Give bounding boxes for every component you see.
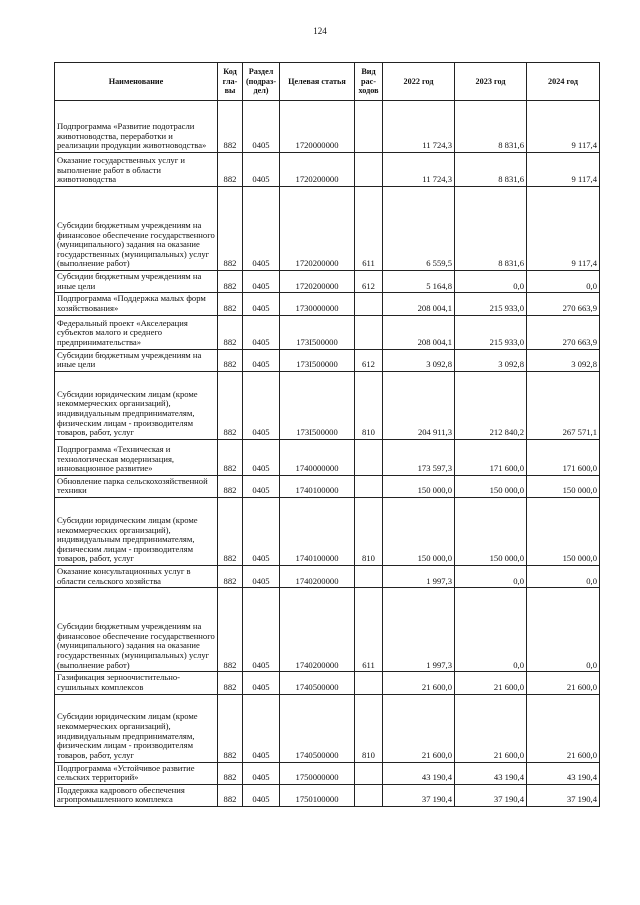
cell-name: Подпрограмма «Устойчивое развитие сельских территорий» [55,762,218,784]
cell-name: Подпрограмма «Развитие подотрасли животноводства, переработки и реализации продукции животноводства» [55,101,218,153]
cell-target: 1740200000 [280,566,355,588]
cell-kind: 612 [355,271,383,293]
cell-2024: 21 600,0 [527,694,600,762]
cell-kind: 810 [355,694,383,762]
cell-target: 1740100000 [280,475,355,497]
cell-2022: 204 911,3 [383,371,455,439]
cell-2023: 8 831,6 [455,101,527,153]
budget-table [54,62,600,807]
cell-2022: 5 164,8 [383,271,455,293]
table-row [55,694,600,762]
table-row [55,349,600,371]
cell-target: 1750000000 [280,762,355,784]
cell-name: Субсидии юридическим лицам (кроме некоммерческих организаций), индивидуальным предпринимателям, физическим лицам - производителям товаров, работ, услуг [55,498,218,566]
table-row [55,672,600,694]
cell-name: Оказание консультационных услуг в области сельского хозяйства [55,566,218,588]
table-row [55,784,600,806]
cell-section: 0405 [243,762,280,784]
cell-2022: 208 004,1 [383,293,455,315]
cell-kind [355,672,383,694]
cell-name: Подпрограмма «Техническая и технологическая модернизация, инновационное развитие» [55,439,218,475]
table-row [55,153,600,187]
cell-target: 1720200000 [280,187,355,271]
cell-target: 173I500000 [280,349,355,371]
cell-code: 882 [218,293,243,315]
cell-kind: 810 [355,371,383,439]
cell-name: Субсидии бюджетным учреждениям на иные цели [55,349,218,371]
cell-target: 1720200000 [280,271,355,293]
table-row [55,762,600,784]
cell-section: 0405 [243,784,280,806]
cell-name: Субсидии бюджетным учреждениям на финансовое обеспечение государственного (муниципального) задания на оказание государственных (муниципальных) услуг (выполнение работ) [55,588,218,672]
table-header-row [55,63,600,101]
table-row [55,566,600,588]
cell-target: 1750100000 [280,784,355,806]
cell-kind [355,762,383,784]
cell-2024: 0,0 [527,271,600,293]
table-row [55,101,600,153]
cell-2024: 9 117,4 [527,101,600,153]
cell-2024: 21 600,0 [527,672,600,694]
cell-2023: 150 000,0 [455,475,527,497]
cell-2022: 1 997,3 [383,588,455,672]
cell-2023: 0,0 [455,566,527,588]
table-row [55,271,600,293]
cell-name: Субсидии юридическим лицам (кроме некоммерческих организаций), индивидуальным предпринимателям, физическим лицам - производителям товаров, работ, услуг [55,694,218,762]
cell-2023: 215 933,0 [455,315,527,349]
cell-section: 0405 [243,498,280,566]
cell-section: 0405 [243,271,280,293]
cell-2024: 171 600,0 [527,439,600,475]
cell-2022: 150 000,0 [383,475,455,497]
cell-name: Поддержка кадрового обеспечения агропромышленного комплекса [55,784,218,806]
header-name: Наименование [55,63,218,101]
cell-code: 882 [218,694,243,762]
header-section: Раздел (подраз- дел) [243,63,280,101]
cell-code: 882 [218,153,243,187]
cell-2024: 270 663,9 [527,315,600,349]
cell-kind: 611 [355,588,383,672]
cell-kind [355,293,383,315]
cell-kind [355,315,383,349]
cell-name: Субсидии юридическим лицам (кроме некоммерческих организаций), индивидуальным предпринимателям, физическим лицам - производителям товаров, работ, услуг [55,371,218,439]
cell-code: 882 [218,187,243,271]
cell-code: 882 [218,271,243,293]
cell-code: 882 [218,784,243,806]
cell-code: 882 [218,762,243,784]
cell-target: 173I500000 [280,371,355,439]
cell-2023: 215 933,0 [455,293,527,315]
cell-kind: 611 [355,187,383,271]
cell-2023: 8 831,6 [455,187,527,271]
cell-name: Оказание государственных услуг и выполнение работ в области животноводства [55,153,218,187]
cell-2023: 0,0 [455,271,527,293]
cell-kind [355,475,383,497]
cell-target: 1720200000 [280,153,355,187]
cell-code: 882 [218,588,243,672]
cell-2023: 37 190,4 [455,784,527,806]
cell-target: 1740000000 [280,439,355,475]
cell-code: 882 [218,101,243,153]
cell-section: 0405 [243,672,280,694]
cell-section: 0405 [243,566,280,588]
cell-kind [355,101,383,153]
cell-2022: 37 190,4 [383,784,455,806]
cell-section: 0405 [243,153,280,187]
cell-2024: 3 092,8 [527,349,600,371]
table-row [55,475,600,497]
cell-2024: 0,0 [527,566,600,588]
cell-target: 1740500000 [280,694,355,762]
cell-2024: 150 000,0 [527,475,600,497]
table-body [55,101,600,807]
cell-name: Газификация зерноочистительно-сушильных комплексов [55,672,218,694]
page-number: 124 [313,26,327,36]
cell-2022: 43 190,4 [383,762,455,784]
cell-2022: 1 997,3 [383,566,455,588]
cell-2023: 0,0 [455,588,527,672]
cell-target: 1740200000 [280,588,355,672]
table-row [55,498,600,566]
cell-code: 882 [218,315,243,349]
table-row [55,588,600,672]
cell-name: Субсидии бюджетным учреждениям на иные цели [55,271,218,293]
cell-2023: 21 600,0 [455,672,527,694]
cell-2024: 150 000,0 [527,498,600,566]
cell-2023: 150 000,0 [455,498,527,566]
cell-name: Подпрограмма «Поддержка малых форм хозяйствования» [55,293,218,315]
cell-2024: 267 571,1 [527,371,600,439]
header-kind: Вид рас- ходов [355,63,383,101]
cell-section: 0405 [243,187,280,271]
table-row [55,439,600,475]
cell-kind [355,784,383,806]
cell-2022: 6 559,5 [383,187,455,271]
cell-2023: 43 190,4 [455,762,527,784]
cell-code: 882 [218,371,243,439]
cell-2023: 3 092,8 [455,349,527,371]
cell-target: 173I500000 [280,315,355,349]
cell-section: 0405 [243,475,280,497]
table-row [55,371,600,439]
cell-section: 0405 [243,588,280,672]
cell-name: Обновление парка сельскохозяйственной техники [55,475,218,497]
cell-section: 0405 [243,101,280,153]
cell-code: 882 [218,498,243,566]
cell-code: 882 [218,439,243,475]
cell-2024: 9 117,4 [527,187,600,271]
cell-2024: 9 117,4 [527,153,600,187]
cell-2022: 11 724,3 [383,153,455,187]
cell-2022: 21 600,0 [383,694,455,762]
header-2024: 2024 год [527,63,600,101]
cell-kind [355,439,383,475]
cell-target: 1740100000 [280,498,355,566]
cell-2022: 21 600,0 [383,672,455,694]
header-target: Целевая статья [280,63,355,101]
cell-2022: 11 724,3 [383,101,455,153]
cell-2023: 212 840,2 [455,371,527,439]
cell-2023: 8 831,6 [455,153,527,187]
cell-code: 882 [218,566,243,588]
cell-kind: 810 [355,498,383,566]
cell-code: 882 [218,475,243,497]
cell-2022: 173 597,3 [383,439,455,475]
cell-2024: 270 663,9 [527,293,600,315]
table-row [55,293,600,315]
cell-2022: 208 004,1 [383,315,455,349]
cell-name: Субсидии бюджетным учреждениям на финансовое обеспечение государственного (муниципального) задания на оказание государственных (муниципальных) услуг (выполнение работ) [55,187,218,271]
cell-target: 1730000000 [280,293,355,315]
cell-name: Федеральный проект «Акселерация субъектов малого и среднего предпринимательства» [55,315,218,349]
cell-section: 0405 [243,694,280,762]
cell-2024: 0,0 [527,588,600,672]
cell-2022: 150 000,0 [383,498,455,566]
cell-section: 0405 [243,439,280,475]
header-2022: 2022 год [383,63,455,101]
cell-section: 0405 [243,315,280,349]
cell-2022: 3 092,8 [383,349,455,371]
table-row [55,187,600,271]
cell-2024: 43 190,4 [527,762,600,784]
cell-2023: 171 600,0 [455,439,527,475]
table-row [55,315,600,349]
cell-kind: 612 [355,349,383,371]
cell-target: 1720000000 [280,101,355,153]
cell-kind [355,566,383,588]
cell-kind [355,153,383,187]
cell-section: 0405 [243,349,280,371]
cell-2024: 37 190,4 [527,784,600,806]
cell-2023: 21 600,0 [455,694,527,762]
header-code: Код гла- вы [218,63,243,101]
cell-section: 0405 [243,371,280,439]
header-2023: 2023 год [455,63,527,101]
cell-section: 0405 [243,293,280,315]
cell-code: 882 [218,672,243,694]
cell-code: 882 [218,349,243,371]
cell-target: 1740500000 [280,672,355,694]
